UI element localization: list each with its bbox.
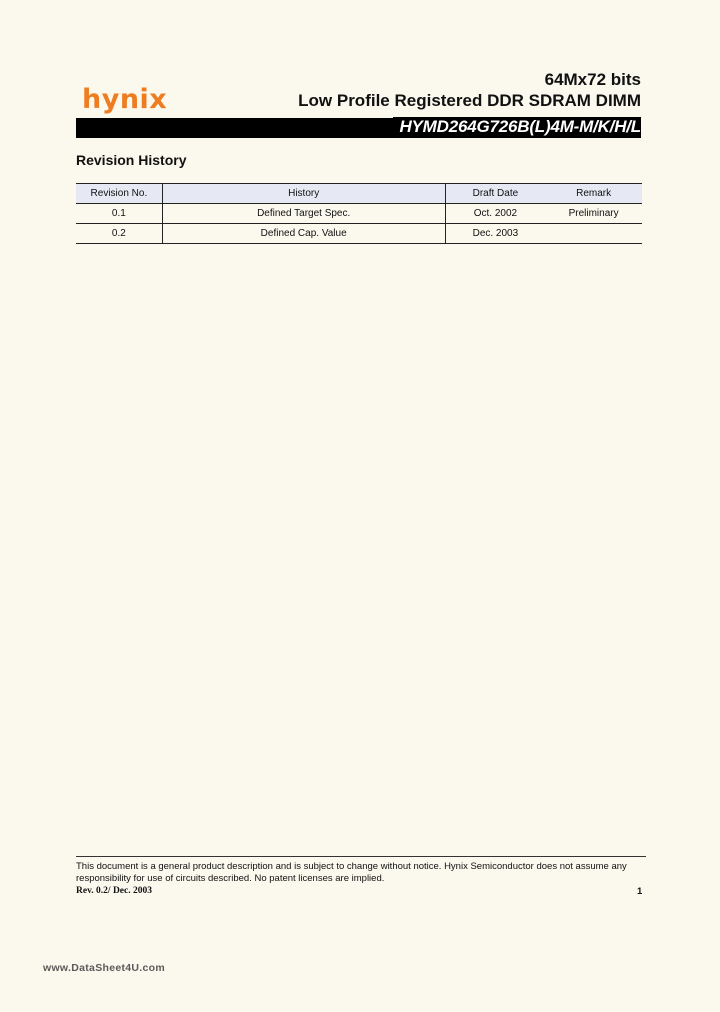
table-row: [76, 204, 642, 224]
cell-draft-date: Dec. 2003: [472, 228, 519, 239]
column-header-history: History: [162, 184, 445, 204]
cell-history: Defined Target Spec.: [162, 204, 445, 224]
page-number: 1: [637, 886, 643, 897]
column-header-draft-date: Draft Date: [445, 184, 545, 204]
column-header-revision: Revision No.: [76, 184, 162, 204]
cell-remark: [545, 224, 642, 244]
header-bar: [76, 118, 641, 138]
hynix-logo: hynix: [82, 84, 168, 115]
cell-revision: 0.2: [111, 228, 126, 239]
document-title-block: [298, 70, 641, 112]
footer-disclaimer: This document is a general product description and is subject to change without notice. Hynix Semiconductor does not assume any responsibility for use of circuits described. No patent licenses are implied.: [76, 861, 627, 884]
footer-divider: [76, 856, 646, 857]
cell-history: Defined Cap. Value: [162, 224, 445, 244]
product-density-title: 64Mx72 bits: [544, 70, 641, 89]
footer-revision: Rev. 0.2/ Dec. 2003: [76, 886, 152, 896]
revision-history-table: [76, 183, 642, 244]
watermark-url[interactable]: www.DataSheet4U.com: [43, 962, 166, 974]
table-row: [76, 224, 642, 244]
cell-draft-date: Oct. 2002: [473, 208, 518, 219]
cell-remark: Preliminary: [568, 208, 619, 219]
section-title: Revision History: [76, 152, 187, 168]
table-header-row: [76, 184, 642, 204]
product-type-title: Low Profile Registered DDR SDRAM DIMM: [298, 91, 641, 110]
part-number: HYMD264G726B(L)4M-M/K/H/L: [393, 117, 641, 137]
cell-revision: 0.1: [111, 208, 126, 219]
column-header-remark: Remark: [545, 184, 642, 204]
